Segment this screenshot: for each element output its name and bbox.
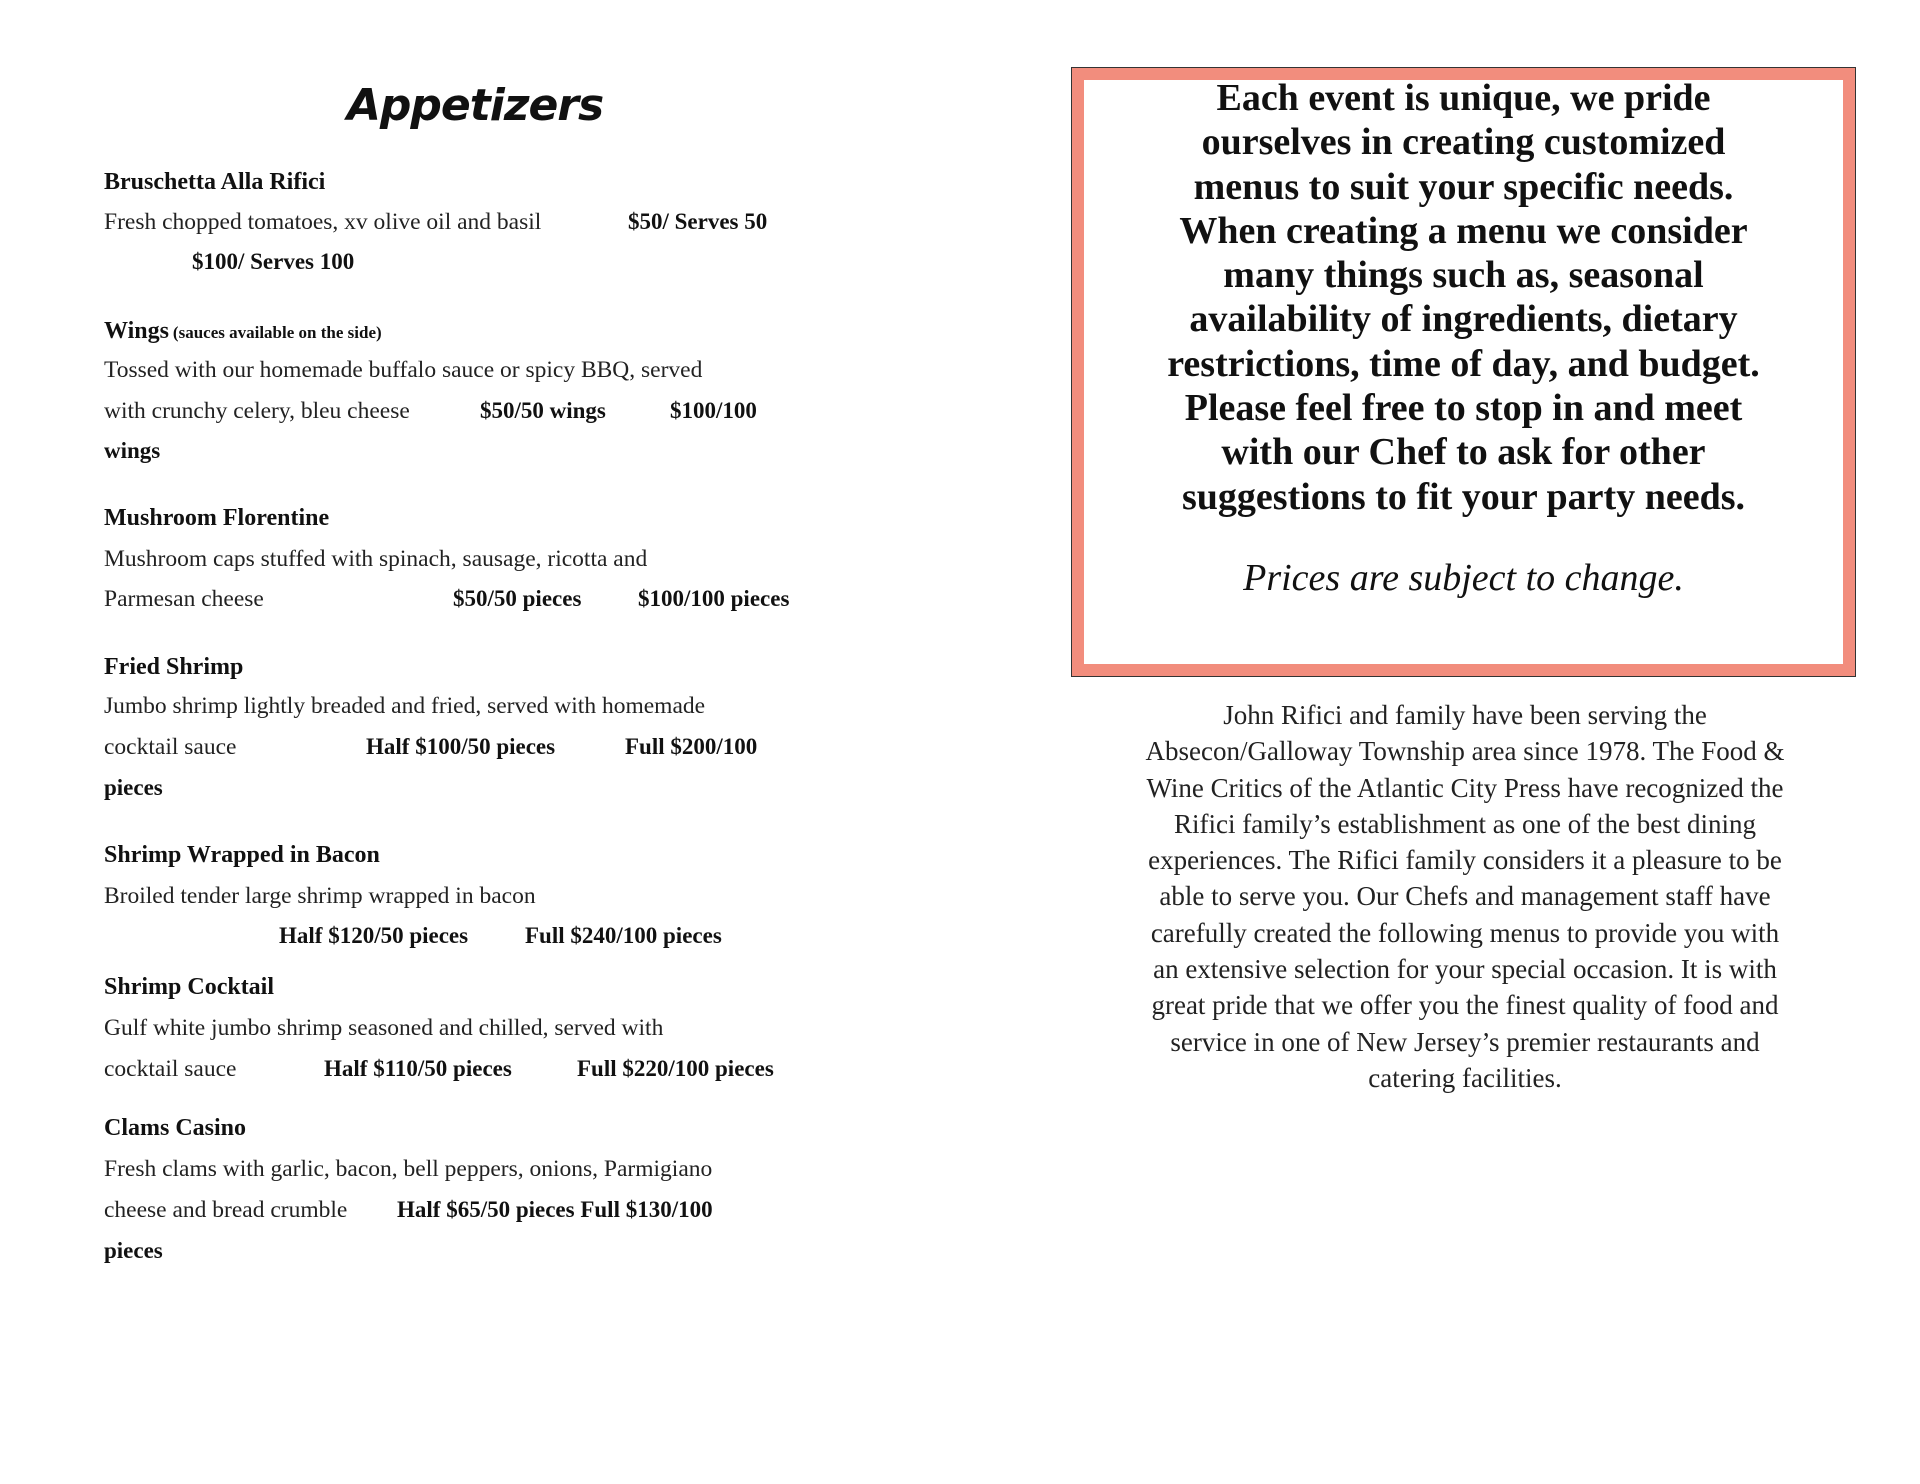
item-price: pieces <box>104 1238 163 1263</box>
price-notice: Prices are subject to change. <box>1243 557 1684 599</box>
statement-line: with our Chef to ask for other <box>1221 431 1706 474</box>
statement-line: menus to suit your specific needs. <box>1193 165 1734 208</box>
statement-line: Please feel free to stop in and meet <box>1184 387 1743 430</box>
item-price: Half $65/50 pieces Full $130/100 <box>397 1197 713 1222</box>
item-description: Mushroom caps stuffed with spinach, sausage, ricotta and <box>104 546 648 572</box>
about-line: Rifici family’s establishment as one of the best dining <box>1174 808 1756 839</box>
about-line: service in one of New Jersey’s premier restaurants and <box>1170 1026 1760 1057</box>
about-line: an extensive selection for your special occasion. It is with <box>1153 954 1777 985</box>
item-description: Broiled tender large shrimp wrapped in bacon <box>104 883 536 909</box>
item-price: pieces <box>104 775 163 800</box>
item-price: Full $240/100 pieces <box>525 923 722 948</box>
about-paragraph <box>1085 697 1845 1096</box>
item-name: Shrimp Wrapped in Bacon <box>104 842 380 868</box>
section-title-appetizers: Appetizers <box>346 80 604 131</box>
item-name: Fried Shrimp <box>104 654 244 680</box>
item-name: Shrimp Cocktail <box>104 974 275 1000</box>
item-note: (sauces available on the side) <box>172 323 382 342</box>
item-description: Fresh chopped tomatoes, xv olive oil and basil <box>104 209 542 235</box>
about-line: carefully created the following menus to provide you with <box>1150 917 1780 948</box>
item-heading <box>104 318 382 345</box>
item-price: Full $200/100 <box>625 734 758 759</box>
about-line: catering facilities. <box>1368 1062 1562 1093</box>
item-description: with crunchy celery, bleu cheese <box>104 398 410 424</box>
statement-line: restrictions, time of day, and budget. <box>1167 342 1760 385</box>
about-line: Absecon/Galloway Township area since 1978. The Food & <box>1145 736 1785 767</box>
item-name: Wings <box>104 318 169 344</box>
about-line: Wine Critics of the Atlantic City Press have recognized the <box>1146 772 1784 803</box>
item-description: Tossed with our homemade buffalo sauce or spicy BBQ, served <box>104 357 703 383</box>
statement-line: When creating a menu we consider <box>1179 209 1748 252</box>
item-price: $100/ Serves 100 <box>192 249 355 274</box>
about-line: able to serve you. Our Chefs and management staff have <box>1159 881 1771 912</box>
item-price: $50/ Serves 50 <box>628 209 768 234</box>
item-description: Gulf white jumbo shrimp seasoned and chilled, served with <box>104 1015 664 1041</box>
item-price: $50/50 pieces <box>453 586 582 611</box>
item-name: Mushroom Florentine <box>104 505 330 531</box>
item-price: $50/50 wings <box>480 398 606 423</box>
item-price: Full $220/100 pieces <box>577 1056 774 1081</box>
statement-line: suggestions to fit your party needs. <box>1182 475 1745 518</box>
about-line: experiences. The Rifici family considers it a pleasure to be <box>1148 845 1782 876</box>
item-name: Clams Casino <box>104 1115 247 1141</box>
item-price: Half $120/50 pieces <box>279 923 469 948</box>
item-name: Bruschetta Alla Rifici <box>104 169 326 195</box>
item-price: Half $110/50 pieces <box>324 1056 512 1081</box>
custom-menu-statement <box>1071 76 1856 519</box>
item-price: Half $100/50 pieces <box>366 734 556 759</box>
item-price: $100/100 pieces <box>638 586 790 611</box>
about-line: great pride that we offer you the finest quality of food and <box>1151 990 1779 1021</box>
item-description: Parmesan cheese <box>104 586 264 612</box>
about-line: John Rifici and family have been serving the <box>1223 700 1707 730</box>
statement-line: many things such as, seasonal <box>1223 254 1704 297</box>
statement-line: availability of ingredients, dietary <box>1189 298 1738 341</box>
item-description: Jumbo shrimp lightly breaded and fried, served with homemade <box>104 693 706 719</box>
item-description: Fresh clams with garlic, bacon, bell peppers, onions, Parmigiano <box>104 1156 713 1182</box>
statement-line: ourselves in creating customized <box>1201 121 1726 164</box>
item-description: cocktail sauce <box>104 1056 237 1082</box>
item-price: $100/100 <box>670 398 757 423</box>
item-price: wings <box>104 438 161 463</box>
item-description: cocktail sauce <box>104 734 237 760</box>
item-description: cheese and bread crumble <box>104 1197 348 1223</box>
statement-line: Each event is unique, we pride <box>1216 77 1711 119</box>
